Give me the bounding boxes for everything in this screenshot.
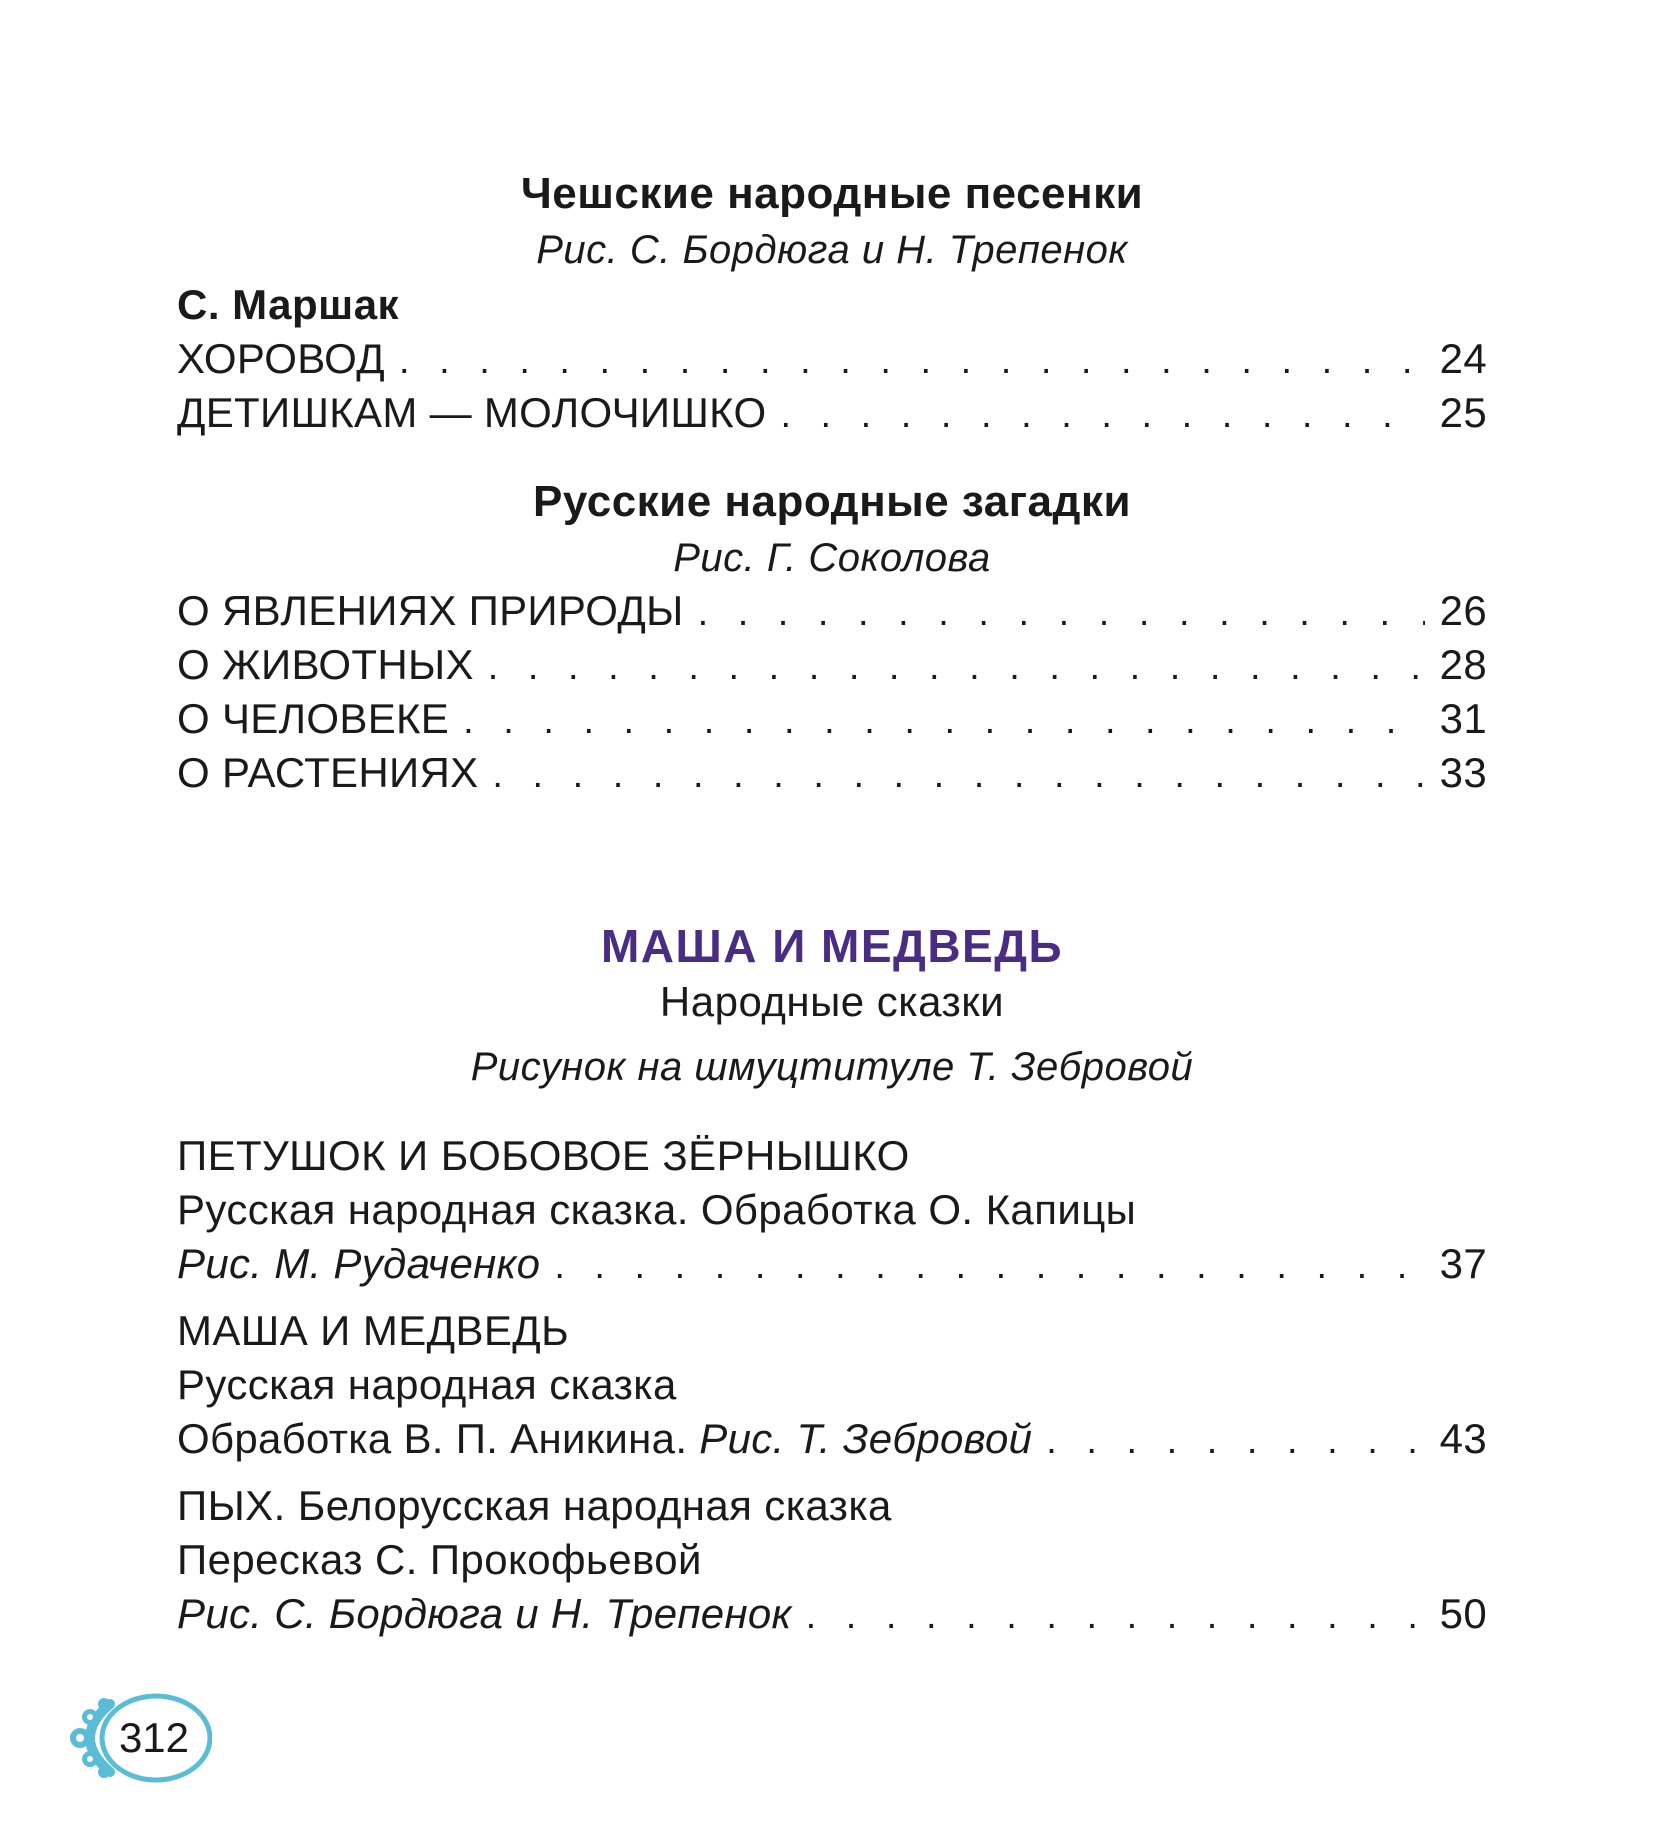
dot-leader	[554, 1239, 1425, 1294]
section-illustrator: Рис. С. Бордюга и Н. Трепенок	[536, 228, 1128, 272]
dot-leader	[492, 748, 1425, 803]
toc-entry-title: О ЖИВОТНЫХ	[177, 641, 474, 688]
author-name: С. Маршак	[177, 281, 400, 328]
story-illustrator: Рис. С. Бордюга и Н. Трепенок	[177, 1590, 792, 1637]
page-number: 312	[118, 1714, 190, 1761]
toc-entry-title: О РАСТЕНИЯХ	[177, 749, 479, 796]
dot-leader	[488, 640, 1425, 695]
toc-entry-page: 26	[1439, 587, 1487, 634]
story-adaptation	[177, 1411, 1032, 1466]
toc-entry-title: О ЧЕЛОВЕКЕ	[177, 695, 450, 742]
story-retelling: Пересказ С. Прокофьевой	[177, 1536, 702, 1583]
toc-entry[interactable]	[177, 691, 1487, 749]
toc-entry[interactable]	[177, 745, 1487, 803]
dot-leader	[698, 586, 1425, 641]
toc-entry-page: 33	[1439, 749, 1487, 796]
toc-entry[interactable]	[177, 331, 1487, 389]
toc-entry-title: ДЕТИШКАМ — МОЛОЧИШКО	[177, 389, 767, 436]
toc-entry[interactable]	[177, 637, 1487, 695]
toc-entry[interactable]	[177, 1586, 1487, 1644]
toc-entry-page: 43	[1439, 1415, 1487, 1462]
dot-leader	[780, 388, 1425, 443]
story-title-line	[177, 1478, 1487, 1533]
section-title-masha: МАША И МЕДВЕДЬ	[600, 920, 1064, 972]
section-heading-czech-songs: Чешские народные песенки	[520, 169, 1144, 218]
toc-entry-page: 25	[1439, 389, 1487, 436]
toc-entry-page: 28	[1439, 641, 1487, 688]
toc-entry-page: 24	[1439, 335, 1487, 382]
story-source: Русская народная сказка. Обработка О. Капицы	[177, 1186, 1137, 1233]
toc-entry[interactable]	[177, 1411, 1487, 1469]
section-illustrator: Рис. Г. Соколова	[673, 536, 991, 580]
toc-entry-title: О ЯВЛЕНИЯХ ПРИРОДЫ	[177, 587, 684, 634]
story-title: ПЕТУШОК И БОБОВОЕ ЗЁРНЫШКО	[177, 1132, 910, 1179]
toc-entry[interactable]	[177, 385, 1487, 443]
toc-entry-title: ХОРОВОД	[177, 335, 385, 382]
page-number-badge	[52, 1692, 212, 1784]
dot-leader	[463, 694, 1425, 749]
story-adapter: Обработка В. П. Аникина.	[177, 1415, 688, 1462]
dot-leader	[399, 334, 1425, 389]
story-title: МАША И МЕДВЕДЬ	[177, 1307, 570, 1354]
toc-entry-page: 37	[1439, 1240, 1487, 1287]
dot-leader	[806, 1589, 1425, 1644]
story-illustrator: Рис. М. Рудаченко	[177, 1240, 541, 1287]
section-illustrator: Рисунок на шмуцтитуле Т. Зебровой	[470, 1045, 1194, 1089]
story-source: Русская народная сказка	[177, 1361, 677, 1408]
story-illustrator: Рис. Т. Зебровой	[699, 1415, 1033, 1462]
dot-leader	[1046, 1414, 1425, 1469]
toc-entry-page: 50	[1439, 1590, 1487, 1637]
toc-entry-page: 31	[1439, 695, 1487, 742]
section-subtitle: Народные сказки	[659, 978, 1005, 1025]
story-source: Белорусская народная сказка	[297, 1482, 892, 1529]
section-heading-riddles: Русские народные загадки	[533, 477, 1131, 526]
toc-entry[interactable]	[177, 583, 1487, 641]
toc-entry[interactable]	[177, 1236, 1487, 1294]
story-title: ПЫХ.	[177, 1482, 286, 1529]
